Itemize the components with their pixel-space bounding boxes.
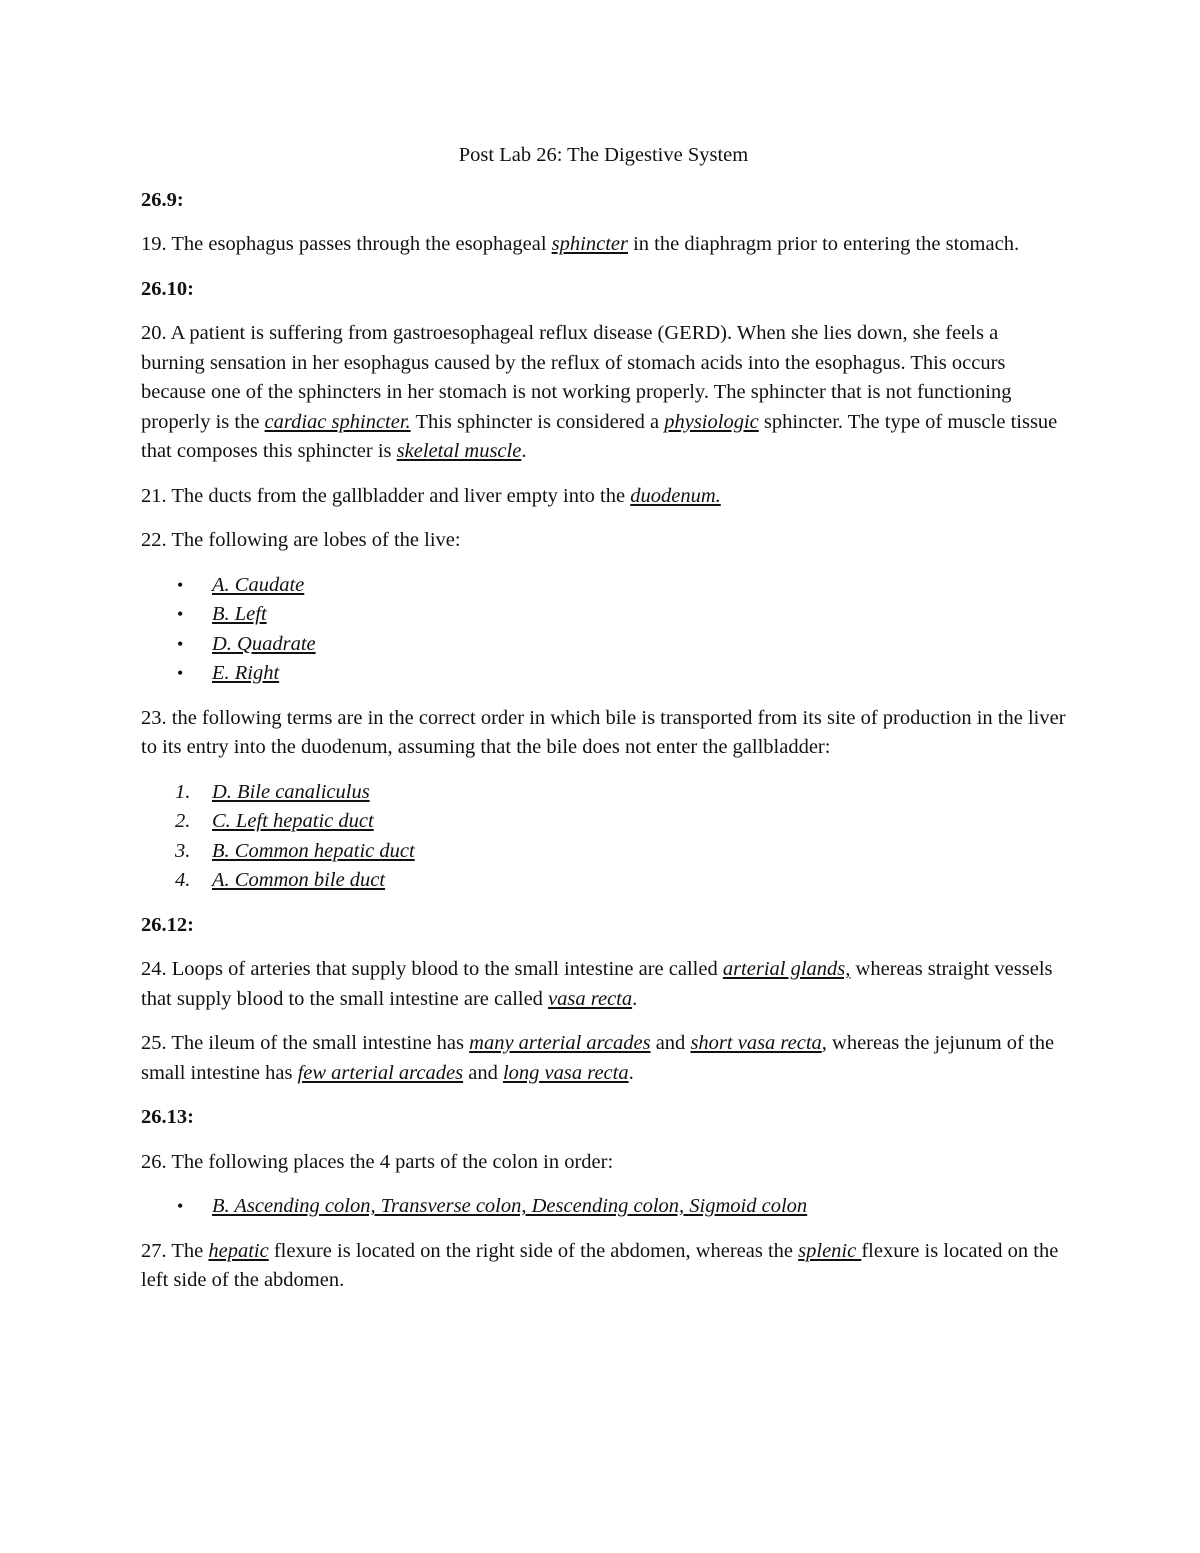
question-25-text-mid3: and bbox=[463, 1061, 503, 1084]
answer-25-ileum-arcades: many arterial arcades bbox=[469, 1032, 651, 1054]
section-heading-26-10: 26.10: bbox=[141, 277, 194, 300]
question-22: 22. The following are lobes of the live: bbox=[141, 529, 461, 551]
list-number: 1. bbox=[175, 780, 191, 803]
colon-order-list bbox=[141, 1192, 1066, 1222]
list-item bbox=[141, 630, 1066, 660]
answer-24-loops: arterial glands, bbox=[722, 958, 851, 980]
liver-lobes-list bbox=[141, 571, 1066, 689]
list-item-text: A. Caudate bbox=[212, 573, 305, 596]
list-number: 4. bbox=[175, 869, 191, 891]
list-number: 3. bbox=[175, 839, 191, 862]
question-27-text: 27. The bbox=[141, 1239, 209, 1262]
list-item bbox=[141, 571, 1066, 601]
list-item-text: D. Quadrate bbox=[212, 632, 316, 655]
answer-27-right: hepatic bbox=[208, 1239, 269, 1262]
section-heading-26-9: 26.9: bbox=[141, 188, 184, 211]
question-20-text-mid2: sphincter. The type of muscle tissue that composes this sphincter is bbox=[141, 410, 1058, 462]
question-19-text-end: in the diaphragm prior to entering the stomach. bbox=[627, 233, 1020, 255]
answer-19: sphincter bbox=[551, 233, 628, 255]
answer-20-sphincter: cardiac sphincter. bbox=[264, 410, 411, 433]
question-24-text-end: . bbox=[632, 987, 638, 1010]
question-25-text-end: . bbox=[628, 1061, 634, 1084]
question-25 bbox=[141, 1029, 1066, 1088]
section-heading-26-13: 26.13: bbox=[141, 1106, 194, 1128]
list-item bbox=[141, 837, 1066, 867]
question-21-text: 21. The ducts from the gallbladder and liver empty into the bbox=[141, 484, 631, 507]
answer-24-straight: vasa recta bbox=[548, 987, 633, 1010]
answer-20-type: physiologic bbox=[664, 410, 759, 433]
question-27-text-end: flexure is located on the left side of the abdomen. bbox=[141, 1239, 1059, 1291]
bullet-icon: • bbox=[177, 574, 184, 595]
section-heading-26-12: 26.12: bbox=[141, 913, 194, 936]
list-item-text: B. Common hepatic duct bbox=[212, 839, 415, 862]
question-24-text: 24. Loops of arteries that supply blood to the small intestine are called bbox=[141, 958, 723, 980]
question-26: 26. The following places the 4 parts of the colon in order: bbox=[141, 1150, 614, 1173]
question-20 bbox=[141, 319, 1066, 467]
bullet-icon: • bbox=[177, 604, 184, 624]
list-number: 2. bbox=[175, 810, 191, 832]
list-item bbox=[141, 600, 1066, 630]
bullet-icon: • bbox=[177, 663, 184, 683]
list-item-text: D. Bile canaliculus bbox=[212, 780, 370, 803]
answer-25-jejunum-arcades: few arterial arcades bbox=[297, 1061, 464, 1084]
question-23: 23. the following terms are in the correct order in which bile is transported from its site of production in the liver to its entry into the duodenum, assuming that the bile does not enter the gallbladder: bbox=[141, 706, 1066, 758]
list-item-text: B. Ascending colon, Transverse colon, Descending colon, Sigmoid colon bbox=[212, 1195, 808, 1217]
bullet-icon: • bbox=[177, 1196, 184, 1216]
document-page bbox=[141, 141, 1066, 1311]
list-item bbox=[141, 807, 1066, 837]
question-27 bbox=[141, 1237, 1066, 1296]
list-item bbox=[141, 659, 1066, 689]
list-item bbox=[141, 778, 1066, 808]
answer-25-ileum-vasa: short vasa recta bbox=[690, 1032, 822, 1054]
question-25-text-mid1: and bbox=[650, 1032, 691, 1054]
question-24 bbox=[141, 955, 1066, 1014]
answer-20-tissue: skeletal muscle bbox=[396, 440, 522, 462]
question-20-text: 20. A patient is suffering from gastroesophageal reflux disease (GERD). When she lies down, she feels a burning sensation in her esophagus caused by the reflux of stomach acids into the esophagus. This occurs because one of the sphincters in her stomach is not working properly. The sphincter that is not functioning properly is the bbox=[141, 322, 1012, 433]
list-item bbox=[141, 866, 1066, 896]
list-item-text: A. Common bile duct bbox=[212, 869, 386, 891]
list-item bbox=[141, 1192, 1066, 1222]
answer-21: duodenum. bbox=[630, 484, 721, 507]
answer-27-left: splenic bbox=[798, 1239, 862, 1262]
answer-25-jejunum-vasa: long vasa recta bbox=[502, 1061, 629, 1084]
question-19-text: 19. The esophagus passes through the esophageal bbox=[141, 233, 552, 255]
question-25-text-mid2: , whereas the jejunum of the small intestine has bbox=[141, 1032, 1055, 1084]
page-title: Post Lab 26: The Digestive System bbox=[458, 144, 749, 166]
question-20-text-end: . bbox=[521, 440, 527, 462]
question-24-text-mid1: whereas straight vessels that supply blood to the small intestine are called bbox=[141, 958, 1053, 1010]
bile-order-list bbox=[141, 778, 1066, 896]
question-27-text-mid1: flexure is located on the right side of the abdomen, whereas the bbox=[268, 1239, 799, 1262]
list-item-text: B. Left bbox=[212, 603, 267, 625]
question-19 bbox=[141, 230, 1066, 260]
list-item-text: E. Right bbox=[212, 662, 280, 684]
question-20-text-mid1: This sphincter is considered a bbox=[410, 410, 665, 433]
list-item-text: C. Left hepatic duct bbox=[212, 810, 374, 832]
question-21 bbox=[141, 482, 1066, 512]
question-25-text: 25. The ileum of the small intestine has bbox=[141, 1032, 470, 1054]
bullet-icon: • bbox=[177, 633, 184, 654]
